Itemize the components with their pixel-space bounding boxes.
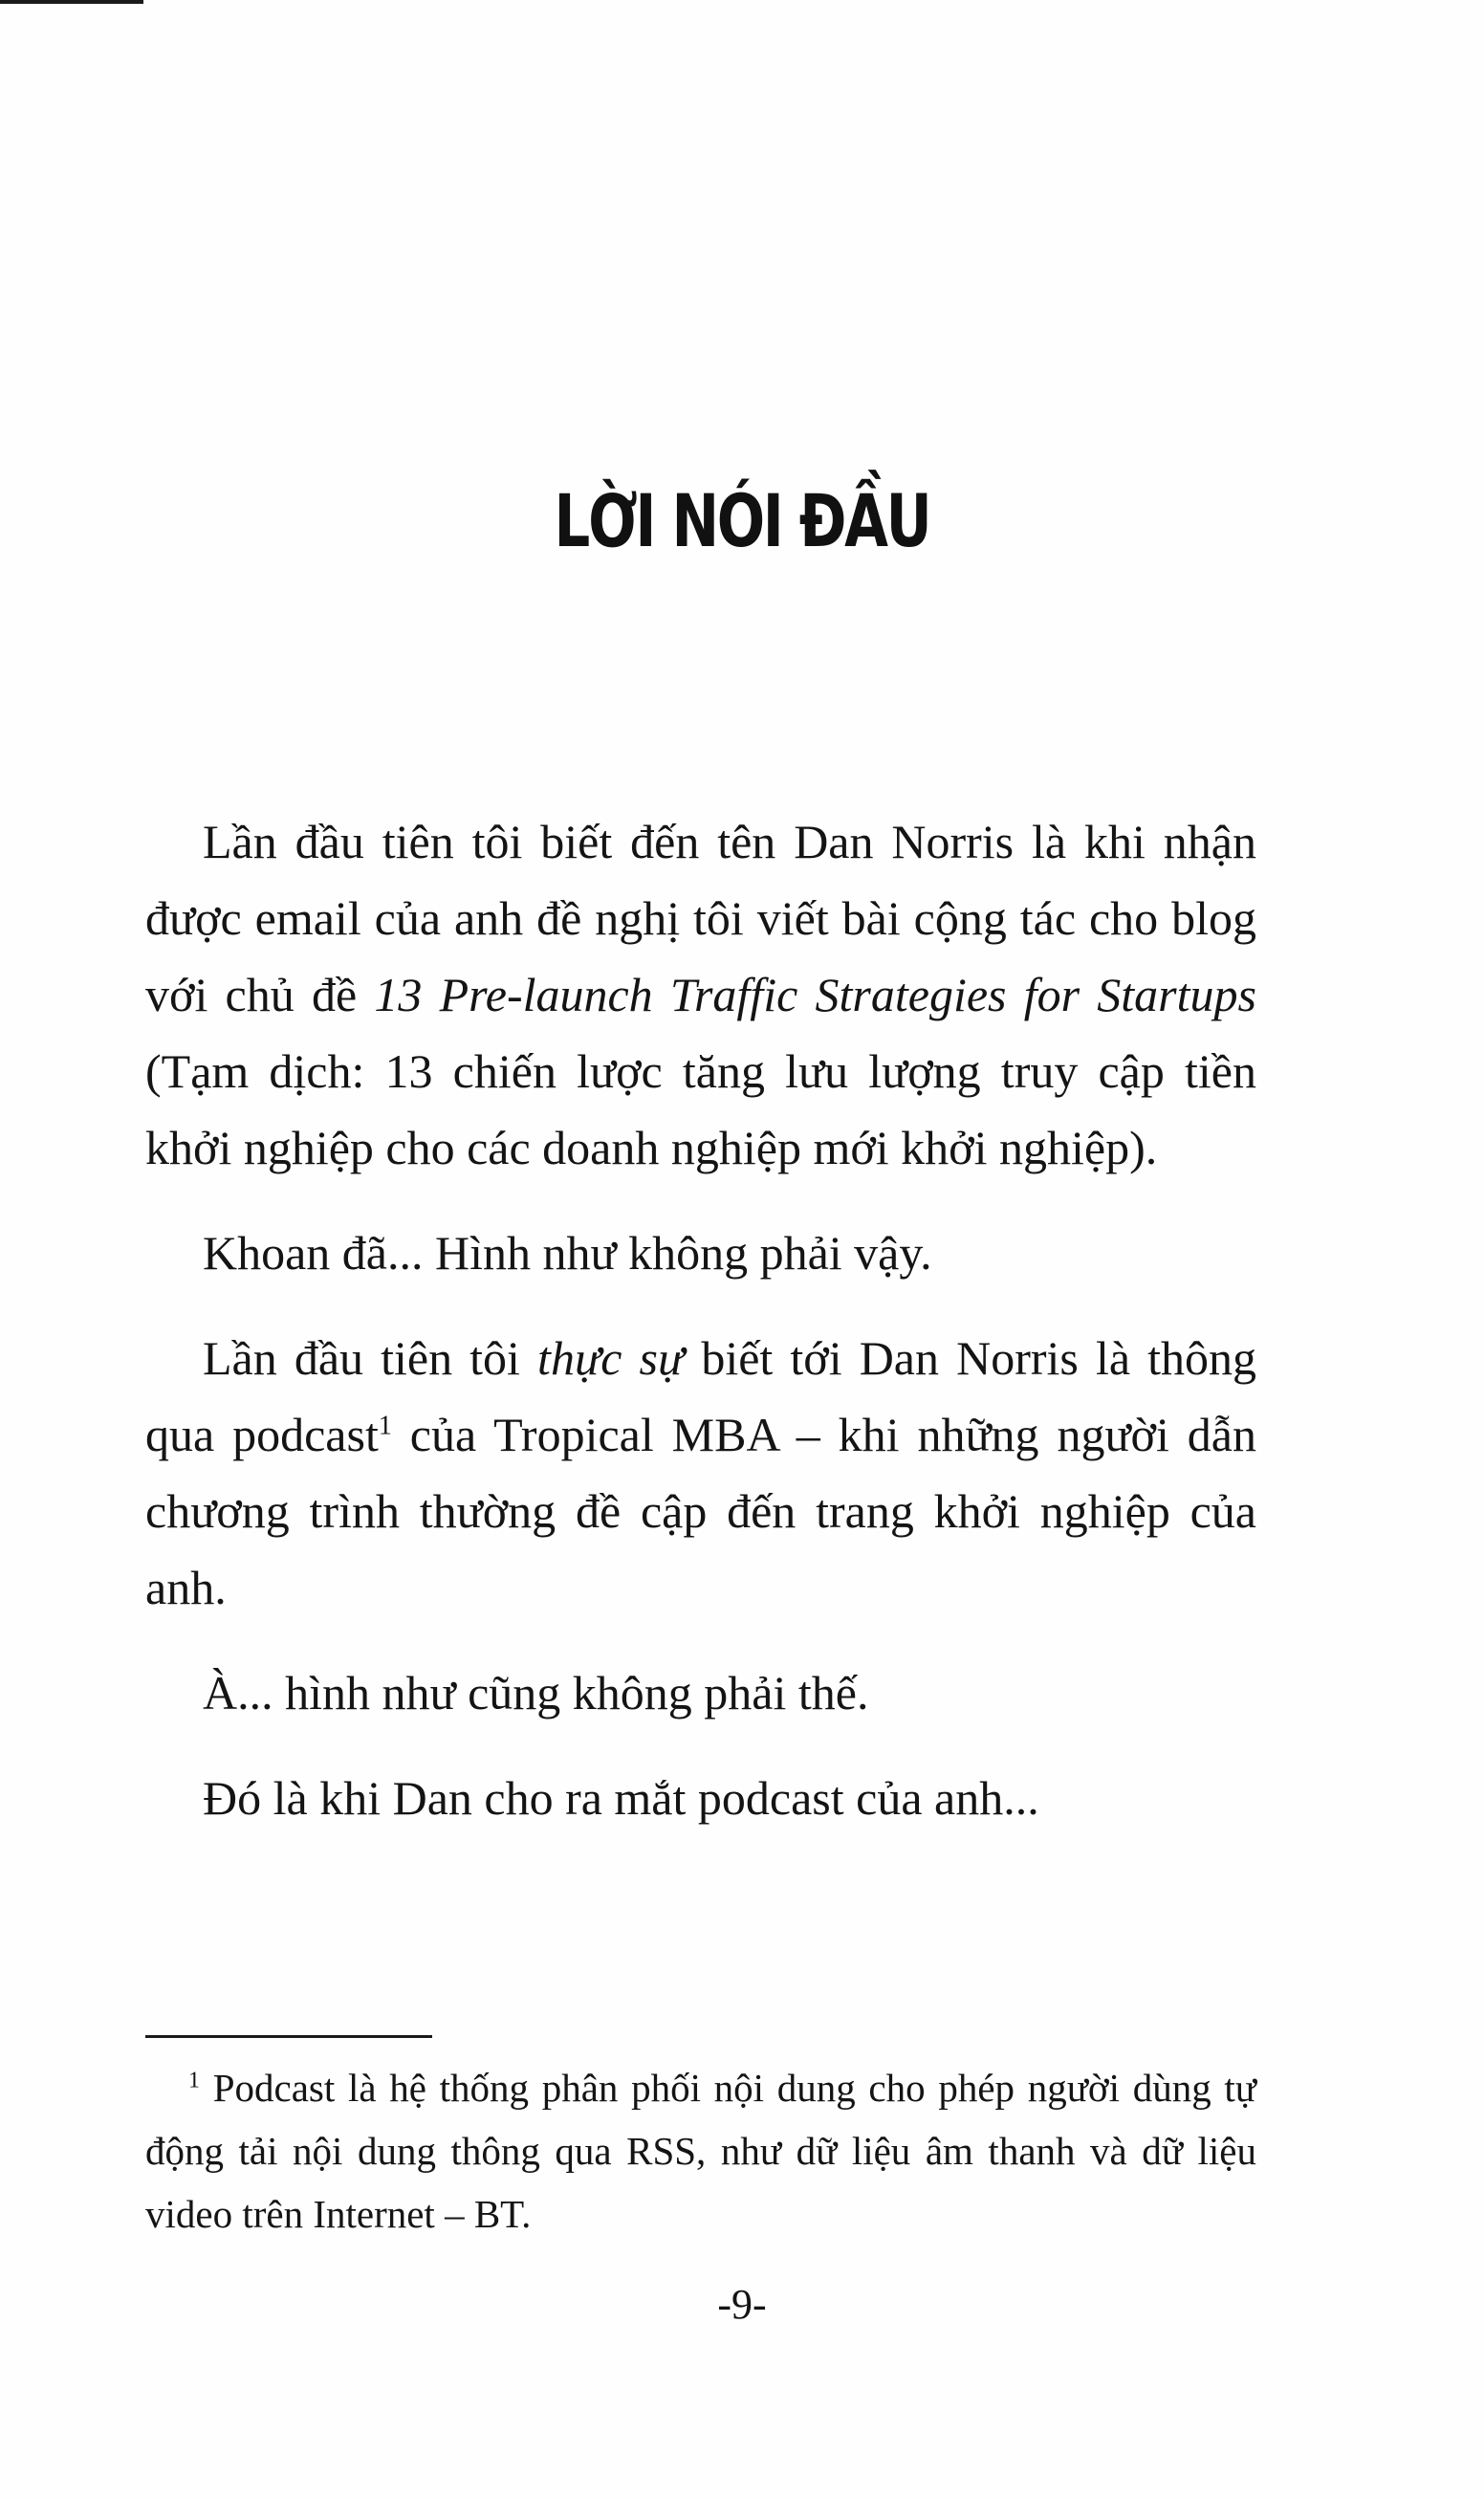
scan-edge-mark [0, 0, 143, 4]
footnote-number: 1 [188, 2068, 200, 2093]
paragraph-3 [145, 1320, 1256, 1626]
paragraph-3-text: Lần đầu tiên tôi [203, 1331, 538, 1385]
footnote-reference: 1 [378, 1411, 392, 1441]
paragraph-1 [145, 803, 1256, 1186]
footnote [145, 2056, 1256, 2246]
paragraph-3-text-end: của Tropical MBA – khi những người dẫn chương trình thường đề cập đến trang khởi nghiệp của anh. [145, 1408, 1256, 1614]
paragraph-1-text: Lần đầu tiên tôi biết đến tên Dan Norris là khi nhận được email của anh đề nghị tôi viết bài cộng tác cho blog với chủ đề [145, 815, 1256, 1021]
paragraph-2: Khoan đã... Hình như không phải vậy. [203, 1226, 932, 1280]
paragraph-1-italic-title: 13 Pre-launch Traffic Strategies for Startups [374, 968, 1256, 1021]
paragraph-4: À... hình như cũng không phải thế. [203, 1666, 869, 1720]
paragraph-1-text-end: (Tạm dịch: 13 chiến lược tăng lưu lượng truy cập tiền khởi nghiệp cho các doanh nghiệp mới khởi nghiệp). [145, 1044, 1256, 1174]
paragraph-5: Đó là khi Dan cho ra mắt podcast của anh... [203, 1771, 1039, 1825]
footnote-divider [145, 2035, 432, 2038]
chapter-heading: LỜI NÓI ĐẦU [554, 478, 930, 563]
body-text [145, 803, 1256, 1865]
footnote-text: Podcast là hệ thống phân phối nội dung cho phép người dùng tự động tải nội dung thông qua RSS, như dữ liệu âm thanh và dữ liệu video trên Internet – BT. [145, 2066, 1257, 2236]
paragraph-3-italic: thực sự [537, 1331, 685, 1385]
paragraph-3-text-middle: biết tới Dan Norris là thông qua podcast [145, 1331, 1257, 1461]
page-number: -9- [717, 2281, 767, 2328]
